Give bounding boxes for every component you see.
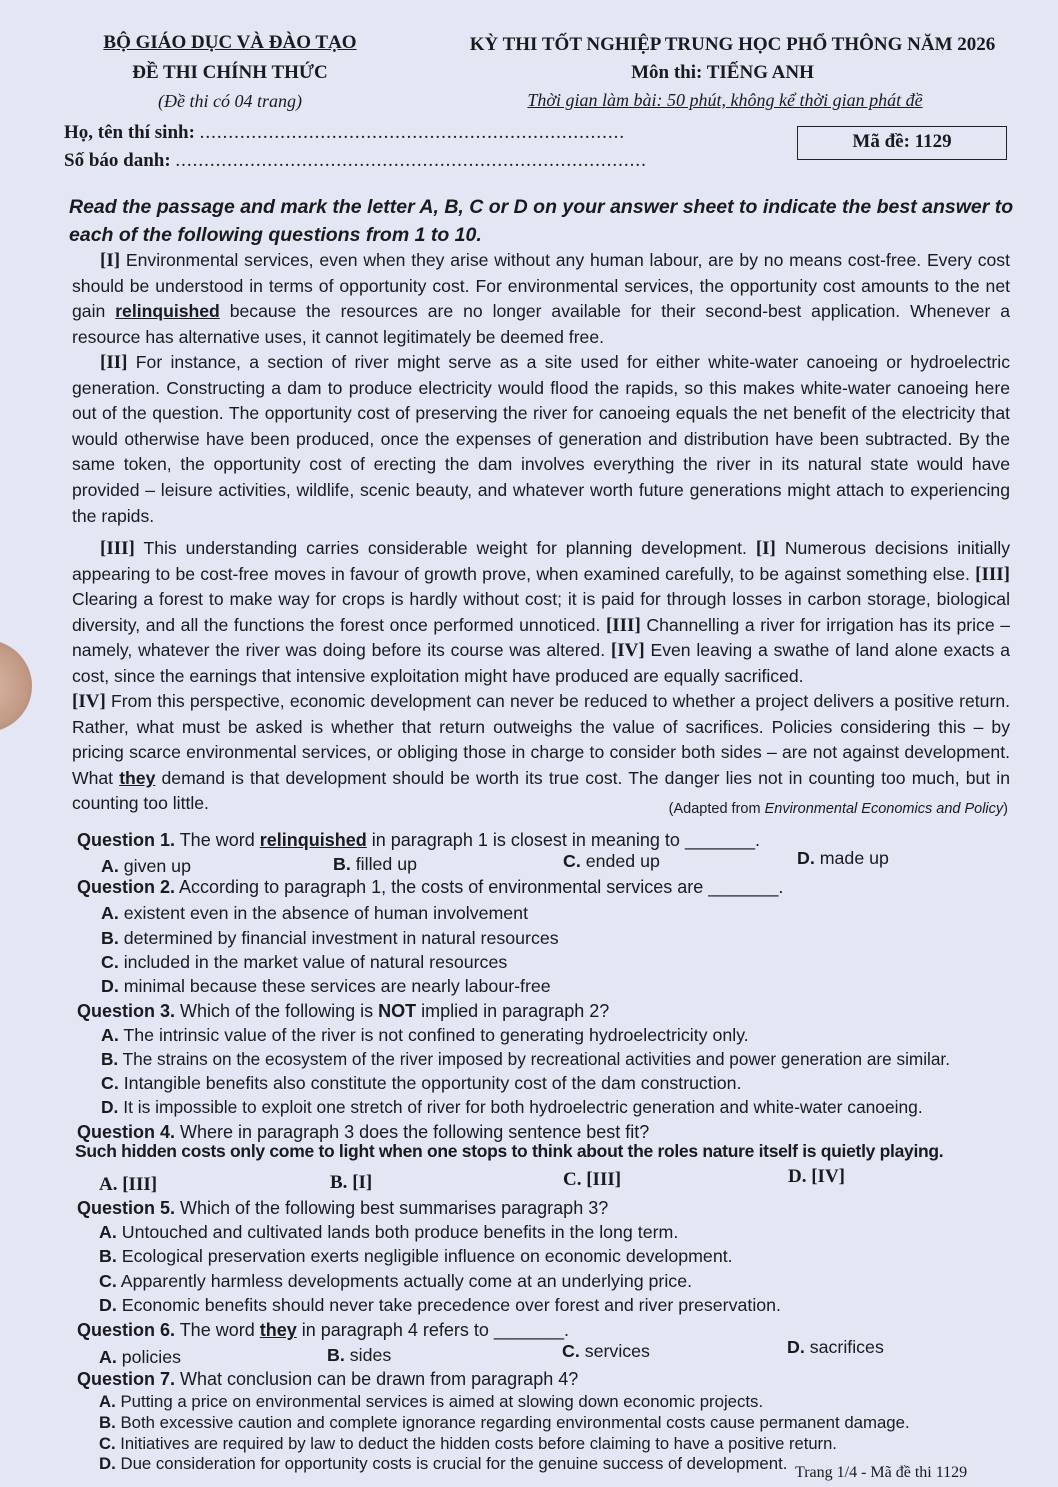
q3-option-b[interactable]: B. The strains on the ecosystem of the river imposed by recreational activities and power generation are similar. bbox=[101, 1049, 950, 1069]
q7-option-b[interactable]: B. Both excessive caution and complete ignorance regarding environmental costs cause permanent damage. bbox=[99, 1413, 910, 1432]
q5-option-a[interactable]: A. Untouched and cultivated lands both produce benefits in the long term. bbox=[99, 1222, 679, 1242]
q4-option-d[interactable]: D. [IV] bbox=[788, 1166, 846, 1187]
paragraph-2: [II] For instance, a section of river might serve as a site used for either white-water canoeing or hydroelectric generation. Constructing a dam to produce electricity would flood the rapids, so this makes white-water canoeing here out of the question. The opportunity cost of preserving the river for canoeing equals the net benefit of the electricity that would otherwise have been produced, once the expenses of generation and distribution have been subtracted. By the same token, the opportunity cost of erecting the dam involves everything the river in its natural state would have provided – leisure activities, wildlife, scenic beauty, and whatever worth future generations might attach to experiencing the rapids. bbox=[72, 352, 1010, 526]
passage-source: (Adapted from Environmental Economics and Policy) bbox=[668, 801, 1008, 817]
q7-option-a[interactable]: A. Putting a price on environmental services is aimed at slowing down economic projects. bbox=[99, 1392, 764, 1411]
q1-option-b[interactable]: B. filled up bbox=[333, 854, 418, 874]
q4-insert-sentence: Such hidden costs only come to light when one stops to think about the roles nature itself is quietly playing. bbox=[75, 1141, 944, 1161]
q1-option-a[interactable]: A. given up bbox=[101, 856, 191, 876]
question-7: Question 7. What conclusion can be drawn from paragraph 4? bbox=[77, 1369, 579, 1389]
q4-option-a[interactable]: A. [III] bbox=[99, 1174, 158, 1195]
question-1: Question 1. The word relinquished in paragraph 1 is closest in meaning to _______. bbox=[77, 830, 761, 850]
q5-option-b[interactable]: B. Ecological preservation exerts negligible influence on economic development. bbox=[99, 1246, 733, 1266]
question-3: Question 3. Which of the following is NOT implied in paragraph 2? bbox=[77, 1001, 610, 1021]
instruction: Read the passage and mark the letter A, B, C or D on your answer sheet to indicate the best answer to each of the following questions from 1 to 10. bbox=[69, 196, 1014, 246]
q3-option-c[interactable]: C. Intangible benefits also constitute the opportunity cost of the dam construction. bbox=[101, 1073, 742, 1093]
paragraph-3: [III] This understanding carries considerable weight for planning development. [I] Numerous decisions initially appearing to be cost-free moves in favour of growth prove, when examined carefully, to be against something else. [III] Clearing a forest to make way for crops is hardly without cost; it is paid for through losses in carbon storage, biological diversity, and all the functions the forest once performed unnoticed. [III] Channelling a river for irrigation has its price – namely, whatever the river was doing before its course was altered. [IV] Even leaving a swathe of land alone exacts a cost, since the earnings that intensive exploitation might have produced are equally sacrificed. bbox=[72, 538, 1011, 686]
candidate-name-line: Họ, tên thí sinh: .......................................................................... bbox=[64, 122, 626, 143]
exam-title: KỲ THI TỐT NGHIỆP TRUNG HỌC PHỔ THÔNG NĂM 2026 bbox=[469, 34, 996, 55]
thumb-photo-artifact bbox=[0, 640, 32, 732]
q7-option-d[interactable]: D. Due consideration for opportunity costs is crucial for the genuine success of development. bbox=[99, 1454, 788, 1473]
q1-option-c[interactable]: C. ended up bbox=[563, 851, 660, 871]
q6-option-a[interactable]: A. policies bbox=[99, 1347, 182, 1367]
paragraph-4: [IV] From this perspective, economic development can never be reduced to whether a project delivers a positive return. Rather, what must be asked is whether that return outweighs the value of sacrifices. Policies considering this – by pricing scarce environmental services, or obliging those in charge to consider both sides – are not against development. What they demand is that development should be worth its true cost. The danger lies not in counting too much, but in counting too little. bbox=[72, 691, 1010, 814]
question-6: Question 6. The word they in paragraph 4 refers to _______. bbox=[77, 1320, 569, 1340]
q2-option-a[interactable]: A. existent even in the absence of human involvement bbox=[101, 903, 529, 923]
q4-option-c[interactable]: C. [III] bbox=[563, 1169, 622, 1190]
q6-option-c[interactable]: C. services bbox=[562, 1341, 650, 1361]
q6-option-d[interactable]: D. sacrifices bbox=[787, 1337, 884, 1357]
q2-option-d[interactable]: D. minimal because these services are nearly labour-free bbox=[101, 976, 551, 996]
q5-option-d[interactable]: D. Economic benefits should never take precedence over forest and river preservation. bbox=[99, 1295, 781, 1315]
q5-option-c[interactable]: C. Apparently harmless developments actually come at an underlying price. bbox=[99, 1271, 693, 1291]
paragraph-1: [I] Environmental services, even when they arise without any human labour, are by no means cost-free. Every cost should be understood in terms of opportunity cost. For environmental services, the opportunity cost amounts to the net gain relinquished because the resources are no longer available for their second-best application. Whenever a resource has alternative uses, it cannot legitimately be deemed free. bbox=[72, 250, 1011, 347]
pages-note: (Đề thi có 04 trang) bbox=[158, 91, 302, 111]
q6-option-b[interactable]: B. sides bbox=[327, 1345, 392, 1365]
ministry-name: BỘ GIÁO DỤC VÀ ĐÀO TẠO bbox=[103, 32, 357, 53]
q3-option-a[interactable]: A. The intrinsic value of the river is not confined to generating hydroelectricity only. bbox=[101, 1025, 749, 1045]
question-2: Question 2. According to paragraph 1, the costs of environmental services are _______. bbox=[77, 877, 784, 897]
page-footer: Trang 1/4 - Mã đề thi 1129 bbox=[795, 1464, 968, 1481]
exam-code-box: Mã đề: 1129 bbox=[797, 126, 1007, 160]
subject-label: Môn thi: TIẾNG ANH bbox=[631, 62, 814, 83]
question-5: Question 5. Which of the following best summarises paragraph 3? bbox=[77, 1198, 609, 1218]
question-4: Question 4. Where in paragraph 3 does the following sentence best fit? bbox=[77, 1122, 650, 1142]
time-label: Thời gian làm bài: 50 phút, không kể thời gian phát đề bbox=[527, 90, 923, 110]
q1-option-d[interactable]: D. made up bbox=[797, 848, 889, 868]
candidate-id-line: Số báo danh: .................................................................................. bbox=[64, 150, 647, 171]
q2-option-c[interactable]: C. included in the market value of natural resources bbox=[101, 952, 508, 972]
q4-option-b[interactable]: B. [I] bbox=[330, 1172, 373, 1193]
q3-option-d[interactable]: D. It is impossible to exploit one stretch of river for both hydroelectric generation and white-water canoeing. bbox=[101, 1097, 923, 1117]
q7-option-c[interactable]: C. Initiatives are required by law to deduct the hidden costs before claiming to have a positive return. bbox=[99, 1434, 837, 1453]
q2-option-b[interactable]: B. determined by financial investment in natural resources bbox=[101, 928, 559, 948]
official-label: ĐỀ THI CHÍNH THỨC bbox=[132, 62, 328, 83]
